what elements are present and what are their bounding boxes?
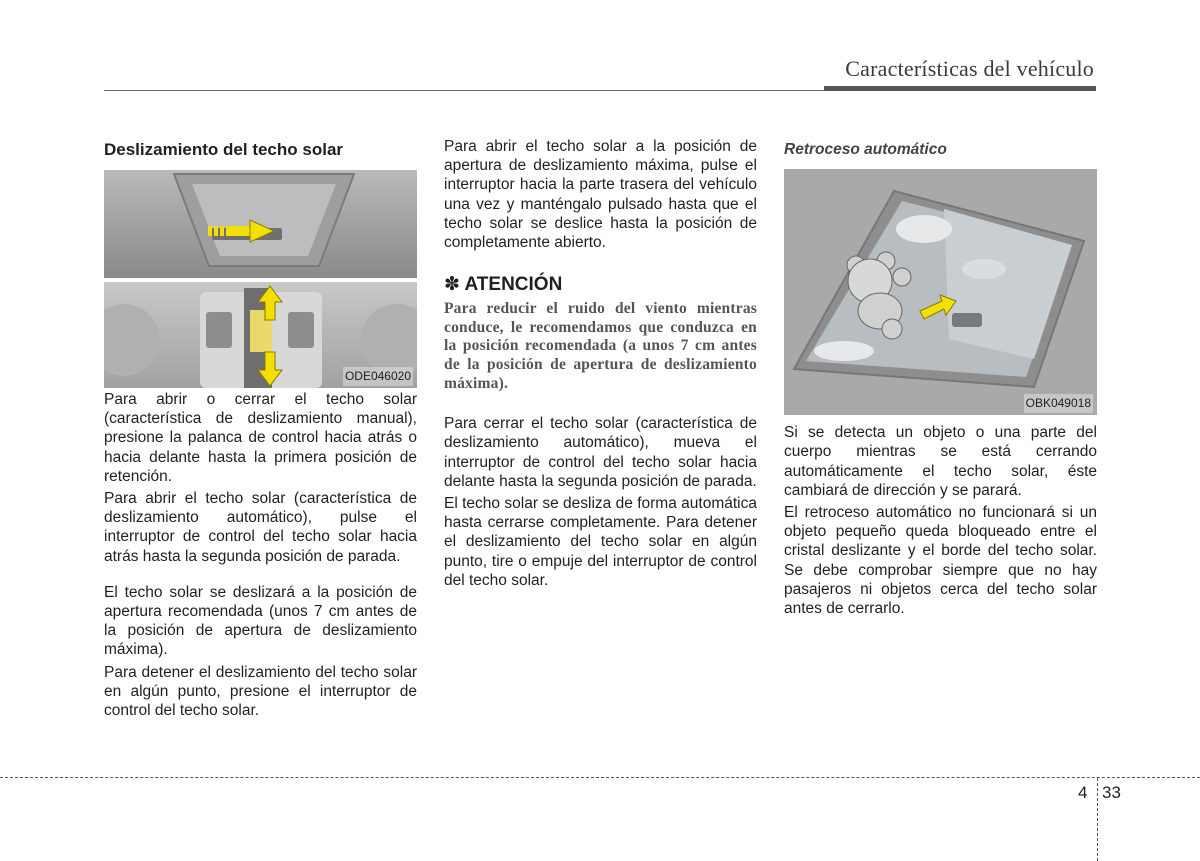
section-heading: Deslizamiento del techo solar (104, 140, 344, 159)
paragraph: El techo solar se desliza de forma automática hasta cerrarse completamente. Para detener el deslizamiento del techo solar en algún punto, tire o empuje del interruptor de control del techo solar. (444, 495, 757, 589)
paragraph: El techo solar se deslizará a la posición de apertura recomendada (unos 7 cm antes de la posición de apertura de deslizamiento máxima). (104, 583, 417, 659)
header-title: Características del vehículo (845, 56, 1094, 81)
column-3 (784, 140, 1097, 618)
sunroof-switch-illustration (104, 170, 417, 388)
column-2 (444, 137, 757, 590)
paragraph: Si se detecta un objeto o una parte del cuerpo mientras se está cerrando automáticamente el techo solar, éste cambiará de dirección y se parará. (784, 424, 1097, 499)
auto-reverse-illustration (784, 169, 1097, 415)
sunroof-switch-figure (104, 170, 417, 388)
paragraph: El retroceso automático no funcionará si un objeto pequeño queda bloqueado entre el cristal deslizante y el borde del techo solar. Se debe comprobar siempre que no hay pasajeros ni objetos cerca del techo solar antes de cerrarlo. (784, 504, 1097, 618)
column-1 (104, 140, 417, 720)
warning-text: Para reducir el ruido del viento mientras conduce, le recomendamos que conduzca en la posición recomendada (a unos 7 cm antes de la posición de apertura de deslizamiento máxima). (444, 300, 757, 392)
header-rule (104, 90, 824, 91)
chapter-number: 4 (1078, 783, 1088, 802)
paragraph: Para detener el deslizamiento del techo solar en algún punto, presione el interruptor de control del techo solar. (104, 663, 417, 720)
paragraph: Para abrir el techo solar a la posición de apertura de deslizamiento máxima, pulse el interruptor hacia la parte trasera del vehículo una vez y manténgalo pulsado hasta que el techo solar se deslice hasta la posición de completamente abierto. (444, 138, 757, 252)
auto-reverse-figure (784, 169, 1097, 415)
paragraph: Para abrir el techo solar (característica de deslizamiento automático), pulse el interruptor de control del techo solar hacia atrás hasta la segunda posición de parada. (104, 490, 417, 565)
paragraph: Para abrir o cerrar el techo solar (característica de deslizamiento manual), presione la palanca de control hacia atrás o hacia delante hasta la primera posición de retención. (104, 391, 417, 485)
header-rule-accent (824, 86, 1096, 91)
page-number-divider (1097, 778, 1098, 861)
warning-title: ✽ ATENCIÓN (444, 274, 563, 296)
subheading: Retroceso automático (784, 141, 947, 158)
figure-code: ODE046020 (343, 367, 413, 386)
page-number: 33 (1102, 783, 1121, 802)
figure-code: OBK049018 (1024, 394, 1093, 413)
footer-rule (0, 777, 1200, 778)
paragraph: Para cerrar el techo solar (característica de deslizamiento automático), mueva el interruptor de control del techo solar hacia delante hasta la segunda posición de parada. (444, 415, 757, 490)
